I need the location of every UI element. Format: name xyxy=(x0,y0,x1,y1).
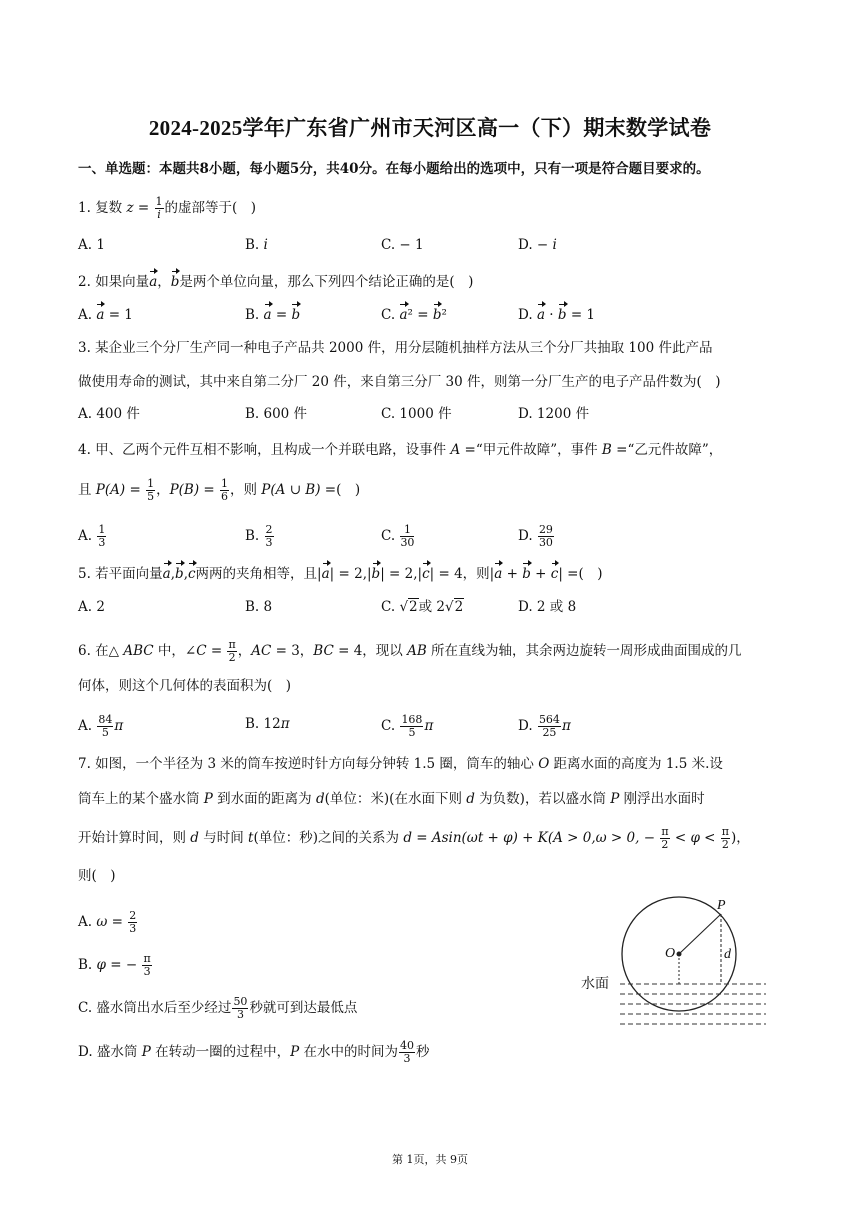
question-6-line-2: 何体，则这个几何体的表面积为( ) xyxy=(78,678,292,694)
water-lines xyxy=(620,984,766,1024)
q5-option-b: B. 8 xyxy=(245,599,273,615)
radius-line xyxy=(679,914,721,954)
label-p: P xyxy=(717,898,726,913)
q4-option-d: D. $\frac{29}{30}$ xyxy=(518,523,553,549)
sqrt-symbol: √2 xyxy=(399,599,418,615)
label-d: d xyxy=(724,947,731,962)
q1-option-d: D. − i xyxy=(518,237,557,253)
question-6-line-1: 6. 在△ ABC 中，∠C = $\frac{\pi}{2}$ ，AC = 3，BC = 4，现以 AB 所在直线为轴，其余两边旋转一周形成曲面围成的几 xyxy=(78,638,742,664)
q3-option-b: B. 600 件 xyxy=(245,406,308,422)
question-3-line-2: 做使用寿命的测试，其中来自第二分厂 20 件，来自第三分厂 30 件，则第一分厂生产的电子产品件数为( ) xyxy=(78,374,721,390)
q5-option-a: A. 2 xyxy=(78,599,105,615)
question-7-line-2: 筒车上的某个盛水筒 P 到水面的距离为 d(单位：米)(在水面下则 d 为负数)，若以盛水筒 P 刚浮出水面时 xyxy=(78,791,705,807)
q6-option-d: D. $\frac{564}{25}$ π xyxy=(518,713,571,739)
q4-option-a: A. $\frac{1}{3}$ xyxy=(78,523,106,549)
label-o: O xyxy=(665,946,676,961)
question-7-line-3: 开始计算时间，则 d 与时间 t(单位：秒)之间的关系为 d = Asin(ωt + φ) + K(A > 0,ω > 0, − $\frac{\pi}{2}$ < φ < $\frac{\pi}{2}$ )， xyxy=(78,825,750,851)
q5-option-d: D. 2 或 8 xyxy=(518,599,577,615)
q7-option-d: D. 盛水筒 P 在转动一圈的过程中，P 在水中的时间为 $\frac{40}{3}$ 秒 xyxy=(78,1039,430,1065)
q7-option-b: B. φ = − $\frac{\pi}{3}$ xyxy=(78,952,151,978)
page-title: 2024-2025学年广东省广州市天河区高一（下）期末数学试卷 xyxy=(148,116,712,140)
q1-option-b: B. i xyxy=(245,237,268,253)
question-7-line-4: 则( ) xyxy=(78,868,116,884)
question-3-line-1: 3. 某企业三个分厂生产同一种电子产品共 2000 件，用分层随机抽样方法从三个分厂共抽取 100 件此产品 xyxy=(78,340,713,356)
q2-option-a: A. a = 1 xyxy=(78,307,133,323)
q1-option-c: C. − 1 xyxy=(381,237,424,253)
water-wheel-figure xyxy=(578,892,768,1032)
question-5: 5. 若平面向量a,b,c两两的夹角相等，且|a| = 2,|b| = 2,|c| = 4，则|a + b + c| =( ) xyxy=(78,566,603,582)
q1-option-a: A. 1 xyxy=(78,237,105,253)
q6-option-a: A. $\frac{84}{5}$ π xyxy=(78,713,124,739)
q4-option-b: B. $\frac{2}{3}$ xyxy=(245,523,273,549)
q2-option-b: B. a = b xyxy=(245,307,301,323)
question-2: 2. 如果向量a，b是两个单位向量，那么下列四个结论正确的是( ) xyxy=(78,274,474,290)
q7-option-c: C. 盛水筒出水后至少经过 $\frac{50}{3}$ 秒就可到达最低点 xyxy=(78,995,358,1021)
label-water: 水面 xyxy=(581,976,609,992)
fraction: $\frac{1}{i}$ xyxy=(155,195,163,221)
q2-option-c: C. a² = b² xyxy=(381,307,447,323)
question-4-line-2: 且 P(A) = $\frac{1}{5}$ ，P(B) = $\frac{1}{6}$ ，则 P(A ∪ B) =( ) xyxy=(78,477,361,503)
sqrt-symbol: √2 xyxy=(445,599,464,615)
q7-option-a: A. ω = $\frac{2}{3}$ xyxy=(78,909,137,935)
q4-option-c: C. $\frac{1}{30}$ xyxy=(381,523,415,549)
q3-option-c: C. 1000 件 xyxy=(381,406,452,422)
q2-option-d: D. a · b = 1 xyxy=(518,307,596,323)
section-heading: 一、单选题：本题共8小题，每小题5分，共40分。在每小题给出的选项中，只有一项是符合题目要求的。 xyxy=(78,161,710,177)
q5-option-c: C. √2或 2√2 xyxy=(381,599,464,615)
q3-option-d: D. 1200 件 xyxy=(518,406,590,422)
page-footer: 第 1页，共 9页 xyxy=(392,1153,468,1166)
question-4-line-1: 4. 甲、乙两个元件互相不影响，且构成一个并联电路，设事件 A =“甲元件故障”，事件 B =“乙元件故障”， xyxy=(78,442,723,458)
q6-option-c: C. $\frac{168}{5}$ π xyxy=(381,713,434,739)
question-7-line-1: 7. 如图，一个半径为 3 米的筒车按逆时针方向每分钟转 1.5 圈，筒车的轴心 O 距离水面的高度为 1.5 米.设 xyxy=(78,756,723,772)
q3-option-a: A. 400 件 xyxy=(78,406,140,422)
q6-option-b: B. 12π xyxy=(245,716,290,732)
question-1: 1. 复数 z = $\frac{1}{i}$ 的虚部等于( ) xyxy=(78,195,257,221)
